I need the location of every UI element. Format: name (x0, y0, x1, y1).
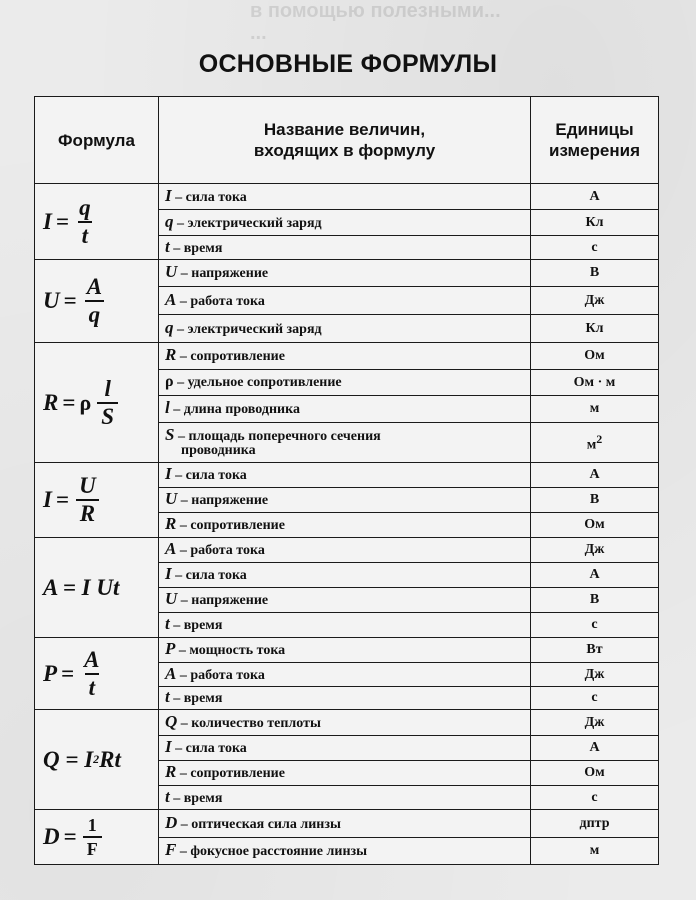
quantity-name: – время (169, 240, 223, 256)
unit-cell (531, 423, 659, 463)
fraction-numerator: A (84, 646, 100, 672)
unit-cell (531, 563, 659, 588)
table-row (35, 538, 659, 563)
quantity-name-line2: проводника (181, 442, 256, 458)
table-row (35, 260, 659, 287)
quantity-description (159, 538, 531, 563)
quantity-description (159, 513, 531, 538)
table-row (35, 463, 659, 488)
quantity-name: – мощность тока (175, 643, 286, 658)
quantity-name: – сопротивление (176, 518, 285, 533)
quantity-symbol: I (165, 185, 172, 205)
quantity-symbol: t (165, 236, 170, 256)
table-row (35, 810, 659, 838)
formula-cell (35, 538, 159, 638)
quantity-description (159, 613, 531, 638)
unit-cell (531, 260, 659, 287)
quantity-name: – сопротивление (176, 766, 285, 781)
quantity-symbol: U (165, 489, 178, 508)
quantity-description (159, 210, 531, 236)
formula-cell (35, 343, 159, 463)
quantity-name: – площадь поперечного сечения (174, 428, 381, 444)
quantity-description (159, 663, 531, 687)
formula-text-post: Rt (99, 746, 121, 772)
fraction (83, 275, 106, 327)
formula-equals: = (61, 660, 75, 686)
quantity-description (159, 315, 531, 343)
unit-cell (531, 810, 659, 838)
quantity-symbol: R (165, 345, 177, 364)
quantity-name: – напряжение (177, 593, 269, 608)
unit-value: Дж (584, 542, 605, 557)
quantity-description (159, 838, 531, 865)
unit-cell (531, 370, 659, 396)
formula-equals: = (62, 389, 76, 415)
quantity-description (159, 687, 531, 710)
fraction (97, 377, 118, 429)
quantity-description (159, 370, 531, 396)
formula-lhs: U (43, 288, 60, 313)
formula (43, 275, 106, 327)
unit-value: Кл (585, 320, 604, 336)
formula-cell (35, 638, 159, 710)
quantity-name: – работа тока (176, 293, 265, 309)
formula-equals: = (63, 824, 77, 849)
table-body (35, 184, 659, 865)
formula-table (34, 96, 659, 865)
quantity-description (159, 563, 531, 588)
unit-cell (531, 396, 659, 423)
quantity-name: – электрический заряд (173, 215, 322, 231)
quantity-description (159, 786, 531, 810)
formula-lhs: R (43, 389, 59, 415)
unit-value: А (589, 188, 600, 204)
formula-text: A = I Ut (43, 574, 120, 600)
formula-equals: = (55, 208, 70, 234)
fraction (75, 196, 95, 248)
quantity-name: – напряжение (177, 266, 269, 281)
table-row (35, 710, 659, 736)
unit-cell (531, 236, 659, 260)
unit-cell (531, 184, 659, 210)
fraction-numerator: A (86, 274, 103, 299)
quantity-name: – сила тока (171, 468, 247, 483)
header-formula: Формула (35, 97, 159, 184)
unit-cell (531, 736, 659, 761)
unit-cell (531, 786, 659, 810)
unit-value: Дж (584, 666, 605, 682)
quantity-symbol: l (165, 398, 170, 417)
quantity-description (159, 287, 531, 315)
formula (43, 474, 100, 526)
formula-lhs: I (43, 487, 52, 512)
unit-value: А (589, 740, 600, 755)
formula (43, 377, 118, 429)
table-row (35, 638, 659, 663)
unit-value: Вт (586, 642, 603, 657)
formula-cell (35, 463, 159, 538)
unit-cell (531, 513, 659, 538)
quantity-symbol: R (165, 514, 177, 533)
quantity-name: – количество теплоты (177, 715, 321, 731)
unit-value: Ом (584, 348, 605, 363)
quantity-symbol: R (165, 762, 177, 781)
unit-cell (531, 687, 659, 710)
quantity-name: – оптическая сила линзы (177, 816, 341, 832)
quantity-name: – работа тока (176, 667, 265, 683)
fraction-numerator: q (79, 194, 91, 220)
quantity-name: – сила тока (171, 189, 247, 205)
quantity-symbol: U (165, 589, 178, 608)
quantity-name: – фокусное расстояние линзы (176, 844, 368, 859)
unit-value: м (589, 843, 600, 858)
unit-value: Ом (584, 765, 605, 780)
unit-cell (531, 343, 659, 370)
quantity-description (159, 423, 531, 463)
quantity-symbol: q (165, 211, 174, 231)
unit-value: Ом · м (573, 374, 616, 390)
fraction-denominator: F (83, 836, 102, 859)
fraction-numerator: U (79, 473, 96, 498)
fraction-denominator: q (85, 300, 105, 327)
quantity-symbol: I (165, 564, 172, 583)
quantity-description (159, 184, 531, 210)
fraction-numerator: l (104, 375, 111, 401)
quantity-description (159, 810, 531, 838)
quantity-description (159, 488, 531, 513)
quantity-symbol: A (165, 539, 177, 558)
quantity-name: – напряжение (177, 493, 269, 508)
unit-cell (531, 710, 659, 736)
header-name: Название величин, входящих в формулу (159, 97, 531, 184)
quantity-description (159, 260, 531, 287)
unit-cell (531, 463, 659, 488)
unit-value: Кл (585, 214, 604, 230)
quantity-name: – работа тока (176, 543, 265, 558)
quantity-name: – время (169, 618, 223, 633)
unit-value: с (591, 239, 598, 255)
quantity-name: – сила тока (171, 568, 247, 583)
formula-exponent: 2 (93, 752, 100, 766)
quantity-name: – электрический заряд (173, 321, 322, 337)
quantity-symbol: q (165, 317, 174, 337)
quantity-name: – длина проводника (169, 402, 300, 417)
formula (43, 196, 95, 248)
formula-cell (35, 184, 159, 260)
unit-cell (531, 287, 659, 315)
unit-cell (531, 838, 659, 865)
formula (43, 648, 104, 700)
quantity-description (159, 343, 531, 370)
unit-cell (531, 761, 659, 786)
quantity-symbol: F (165, 840, 177, 859)
quantity-description (159, 638, 531, 663)
unit-cell (531, 488, 659, 513)
unit-value: Ом (584, 517, 605, 532)
quantity-description (159, 396, 531, 423)
formula (43, 815, 102, 859)
unit-value: с (591, 690, 598, 705)
quantity-description (159, 736, 531, 761)
quantity-symbol: t (165, 614, 170, 633)
fraction-denominator: t (78, 221, 92, 248)
unit-value: В (589, 592, 600, 607)
fraction-numerator: 1 (87, 815, 97, 835)
quantity-symbol: U (165, 262, 178, 281)
unit-cell (531, 663, 659, 687)
quantity-name: – время (169, 790, 223, 806)
unit-value: м (589, 401, 600, 416)
unit-value: м (586, 437, 597, 453)
unit-value: с (591, 789, 598, 805)
formula-rho: ρ (79, 389, 92, 415)
table-row (35, 184, 659, 210)
formula-equals: = (63, 288, 77, 313)
quantity-symbol: t (165, 786, 170, 806)
formula-cell (35, 710, 159, 810)
page-title: ОСНОВНЫЕ ФОРМУЛЫ (198, 50, 498, 78)
table-header-row (35, 97, 659, 184)
formula-lhs: D (43, 824, 60, 849)
unit-value: В (589, 492, 600, 507)
formula-text-pre: Q = I (43, 746, 94, 772)
quantity-symbol: t (165, 687, 170, 706)
formula (43, 747, 121, 773)
formula-lhs: P (43, 660, 58, 686)
quantity-description (159, 761, 531, 786)
fraction-denominator: R (76, 499, 99, 526)
quantity-symbol: ρ (165, 373, 174, 390)
fraction (75, 474, 100, 526)
bleed-through-text: в помощью полезными... ... (250, 0, 501, 44)
unit-cell (531, 315, 659, 343)
quantity-description (159, 236, 531, 260)
quantity-name: – сопротивление (176, 349, 285, 364)
quantity-name: – удельное сопротивление (173, 375, 342, 390)
fraction (83, 815, 102, 859)
unit-value: дптр (579, 815, 610, 831)
unit-cell (531, 613, 659, 638)
quantity-symbol: I (165, 464, 172, 483)
quantity-name: – время (169, 691, 223, 706)
unit-value: А (589, 567, 600, 582)
unit-value: Дж (584, 714, 605, 730)
unit-value: А (589, 467, 600, 482)
formula-cell (35, 260, 159, 343)
quantity-description (159, 463, 531, 488)
header-units: Единицы измерения (531, 97, 659, 184)
formula-cell (35, 810, 159, 865)
unit-cell (531, 638, 659, 663)
unit-value: с (591, 617, 598, 632)
quantity-symbol: Q (165, 711, 178, 731)
formula-lhs: I (43, 208, 52, 234)
unit-cell (531, 210, 659, 236)
fraction-denominator: t (85, 673, 99, 700)
formula-equals: = (55, 487, 70, 512)
quantity-symbol: A (165, 289, 177, 309)
formula (43, 575, 119, 601)
quantity-symbol: D (165, 812, 178, 832)
fraction-denominator: S (97, 402, 118, 429)
unit-cell (531, 538, 659, 563)
unit-exponent: 2 (596, 431, 603, 446)
quantity-symbol: I (165, 737, 172, 756)
unit-value: В (589, 265, 600, 280)
quantity-symbol: S (165, 424, 175, 444)
table-row (35, 343, 659, 370)
quantity-symbol: A (165, 663, 177, 683)
unit-value: Дж (584, 292, 605, 308)
unit-cell (531, 588, 659, 613)
quantity-name: – сила тока (171, 741, 247, 756)
quantity-description (159, 710, 531, 736)
quantity-description (159, 588, 531, 613)
quantity-symbol: P (165, 639, 176, 658)
fraction (80, 648, 103, 700)
